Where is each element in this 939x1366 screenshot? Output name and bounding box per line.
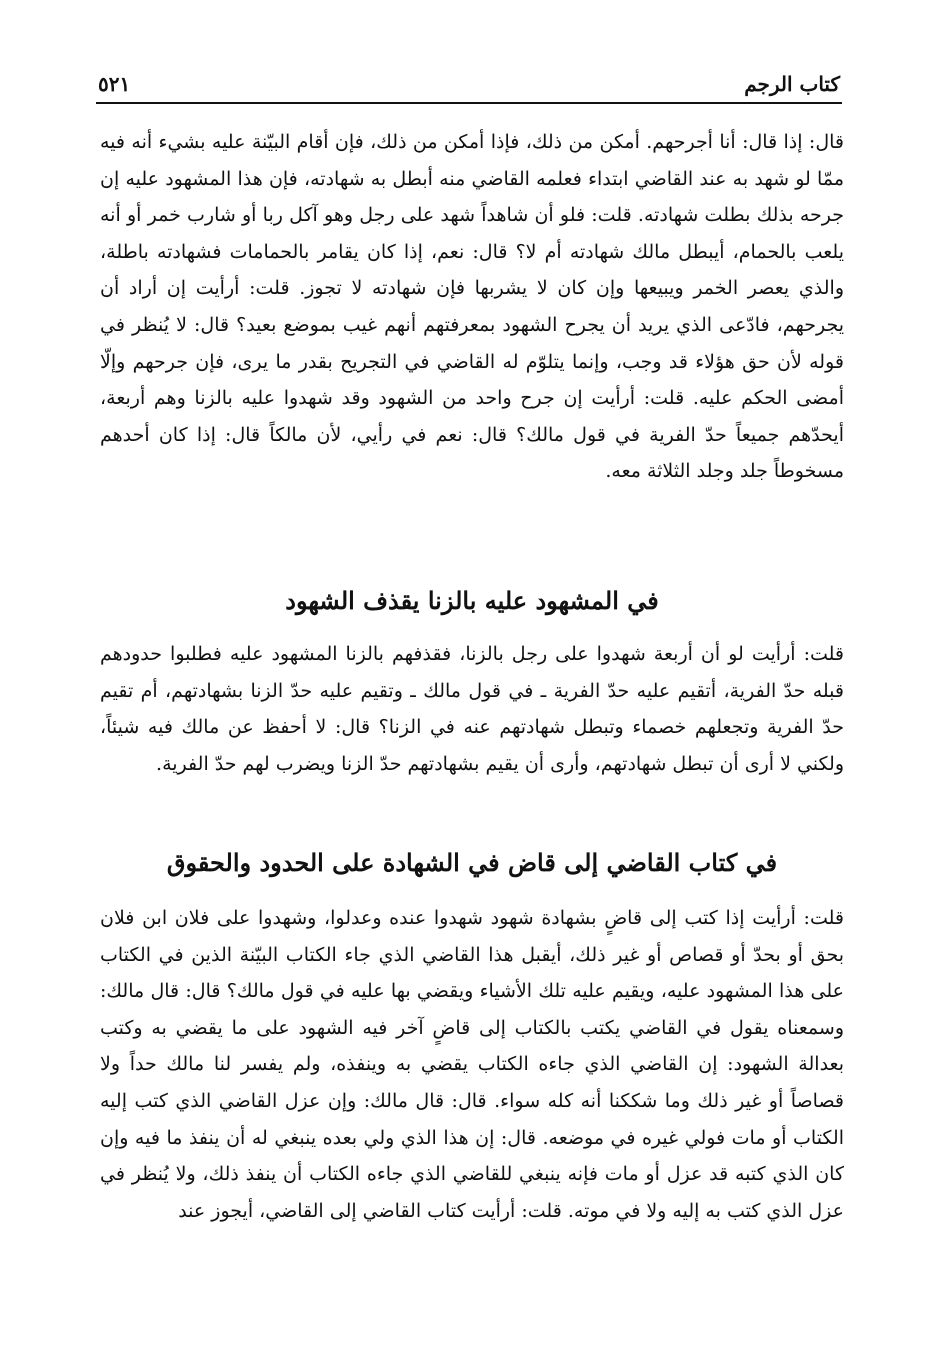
paragraph-text: قلت: أرأيت لو أن أربعة شهدوا على رجل بالزنا، فقذفهم بالزنا المشهود عليه فطلبوا حدودهم قبله حدّ الفرية، أتقيم عليه حدّ الفرية ـ في قول مالك ـ وتقيم عليه حدّ الزنا بشهادتهم، أم تقيم حدّ الفرية وتجعلهم خصماء وتبطل شهادتهم عنه في الزنا؟ قال: لا أحفظ عن مالك فيه شيئاً، ولكني لا أرى أن تبطل شهادتهم، وأرى أن يقيم بشهادتهم حدّ الزنا ويضرب لهم حدّ الفرية. — [100, 643, 844, 775]
paragraph-1 — [100, 124, 844, 490]
running-head — [98, 60, 840, 96]
paragraph-2 — [100, 636, 844, 782]
running-title: كتاب الرجم — [744, 72, 840, 96]
section-heading-2: في كتاب القاضي إلى قاض في الشهادة على الحدود والحقوق — [166, 848, 778, 877]
paragraph-3 — [100, 900, 844, 1229]
section-heading-1: في المشهود عليه بالزنا يقذف الشهود — [285, 586, 659, 615]
header-rule — [96, 102, 842, 104]
paragraph-text: قال: إذا قال: أنا أجرحهم. أمكن من ذلك، فإذا أمكن من ذلك، فإن أقام البيّنة عليه بشيء أنه فيه ممّا لو شهد به عند القاضي ابتداء فعلمه القاضي منه أبطل به شهادته، فإن هذا المشهود عليه إن جرحه بذلك بطلت شهادته. قلت: فلو أن شاهداً شهد على رجل وهو آكل ربا أو شارب خمر أو أنه يلعب بالحمام، أيبطل مالك شهادته أم لا؟ قال: نعم، إذا كان يقامر بالحمامات فشهادته باطلة، والذي يعصر الخمر ويبيعها وإن كان لا يشربها فإن شهادته لا تجوز. قلت: أرأيت إن أراد أن يجرحهم، فادّعى الذي يريد أن يجرح الشهود بمعرفتهم أنهم غيب بموضع بعيد؟ قال: لا يُنظر في قوله لأن حق هؤلاء قد وجب، وإنما يتلوّم له القاضي في التجريح بقدر ما يرى، فإن جرحهم وإلّا أمضى الحكم عليه. قلت: أرأيت إن جرح واحد من الشهود وقد شهدوا عليه بالزنا وهم أربعة، أيحدّهم جميعاً حدّ الفرية في قول مالك؟ قال: نعم في رأيي، لأن مالكاً قال: إذا كان أحدهم مسخوطاً جلد وجلد الثلاثة معه. — [100, 131, 844, 483]
paragraph-text: قلت: أرأيت إذا كتب إلى قاضٍ بشهادة شهود شهدوا عنده وعدلوا، وشهدوا على فلان ابن فلان بحق أو بحدّ أو قصاص أو غير ذلك، أيقبل هذا القاضي الذي جاء الكتاب البيّنة الذين في الكتاب على هذا المشهود عليه، ويقيم عليه تلك الأشياء ويقضي بها عليه في قول مالك؟ قال: قال مالك: وسمعناه يقول في القاضي يكتب بالكتاب إلى قاضٍ آخر فيه الشهود على ما يقضي به وكتب بعدالة الشهود: إن القاضي الذي جاءه الكتاب يقضي به وينفذه، ولم يفسر لنا مالك حداً ولا قصاصاً أو غير ذلك وما شككنا أنه كله سواء. قال: قال مالك: وإن عزل القاضي الذي كتب إليه الكتاب أو مات فولي غيره في موضعه. قال: إن هذا الذي ولي بعده ينبغي له أن ينفذ ما فيه وإن كان الذي كتبه قد عزل أو مات فإنه ينبغي للقاضي الذي جاءه الكتاب أن ينفذ ذلك، ولا يُنظر في عزل الذي كتب به إليه ولا في موته. قلت: أرأيت كتاب القاضي إلى القاضي، أيجوز عند — [100, 907, 844, 1222]
page-number: ٥٢١ — [98, 72, 131, 96]
